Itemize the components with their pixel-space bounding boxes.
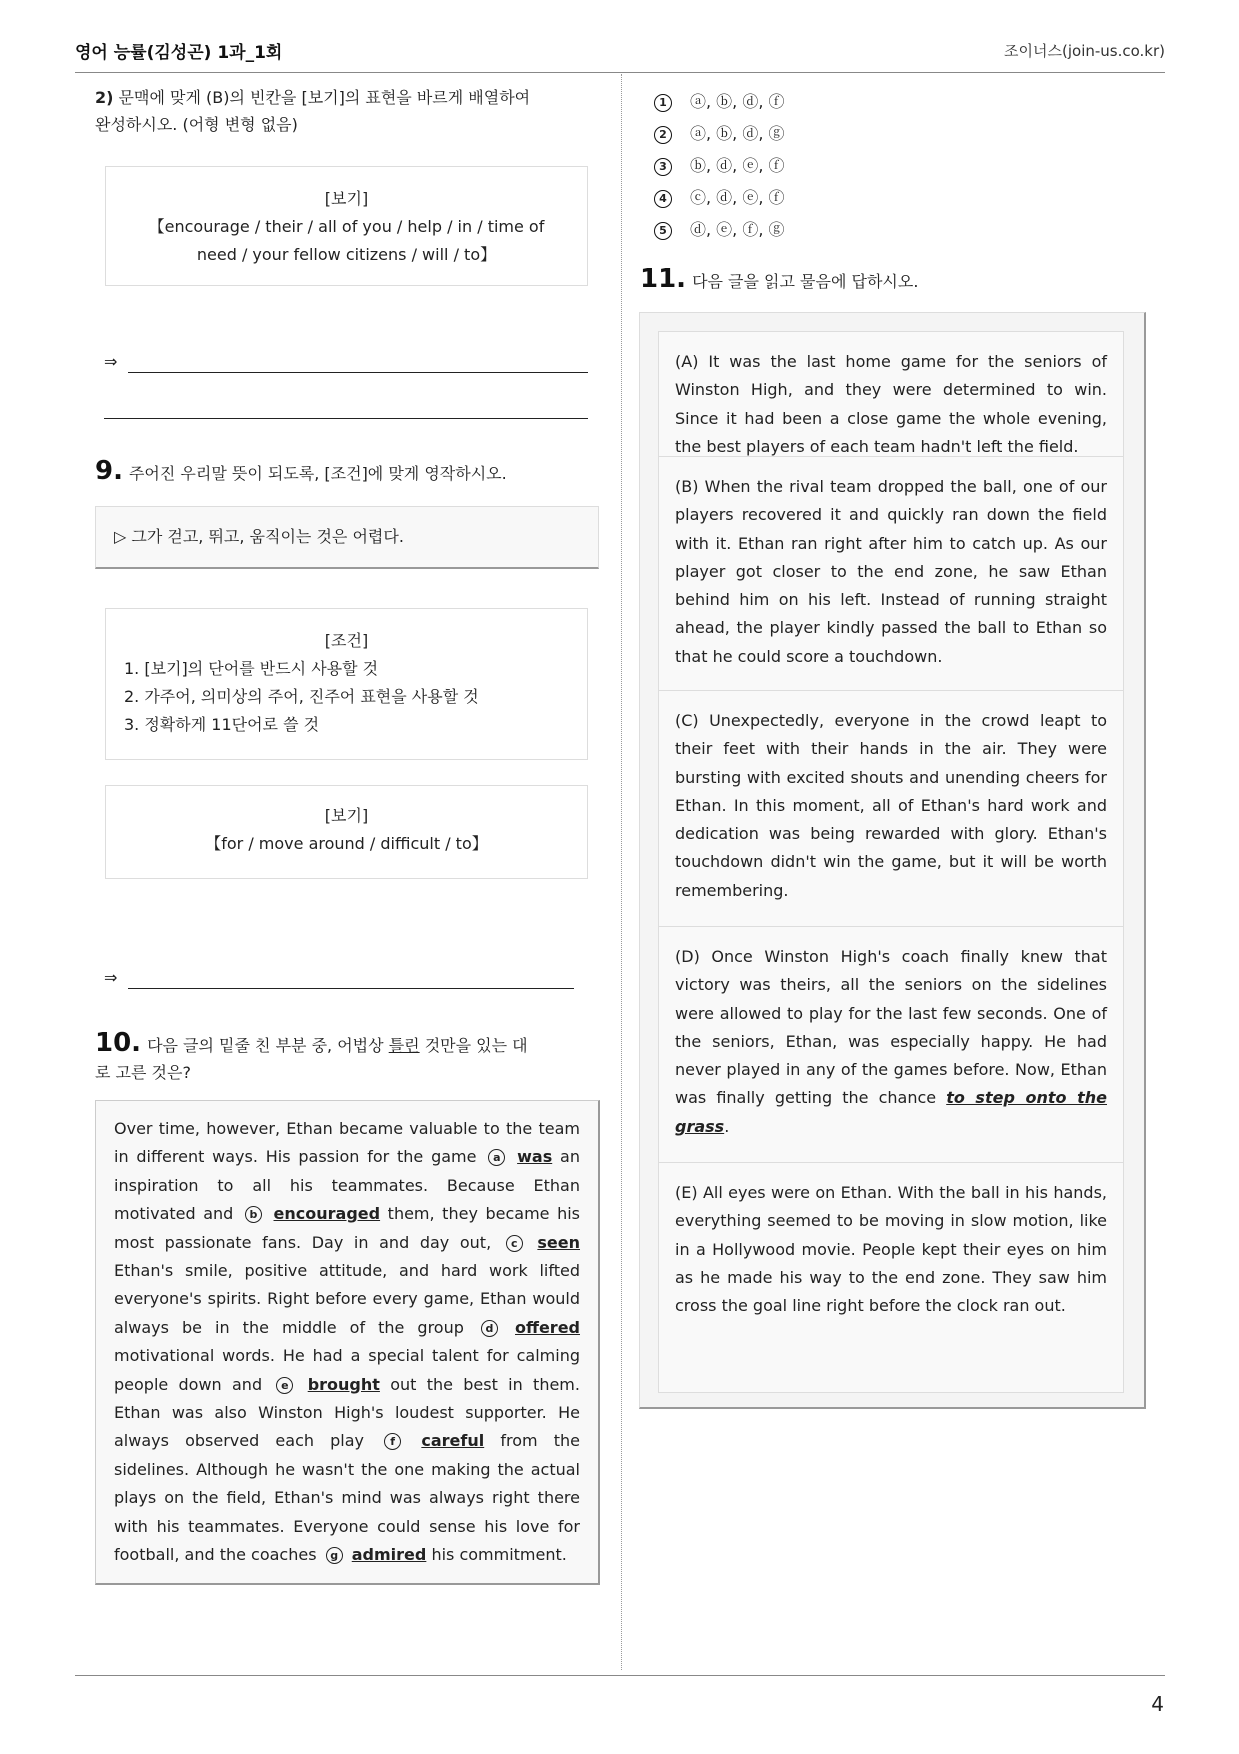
page-header: [75, 34, 1165, 73]
choice-2[interactable]: [654, 118, 785, 150]
choice-number-icon: 3: [654, 158, 672, 176]
bogi-title: [보기]: [324, 806, 369, 825]
choice-number-icon: 5: [654, 222, 672, 240]
prompt-line-2: 완성하시오. (어형 변형 없음): [95, 115, 298, 134]
choice-number-icon: 1: [654, 94, 672, 112]
column-divider: [621, 74, 622, 1670]
choice-1[interactable]: [654, 86, 785, 118]
q10-passage-box: [95, 1100, 600, 1585]
choice-text: ⓐ, ⓑ, ⓓ, ⓕ: [690, 92, 785, 111]
footer-divider: [75, 1675, 1165, 1676]
conditions-title: [조건]: [324, 631, 369, 650]
section-e: (E) All eyes were on Ethan. With the ball in his hands, everything seemed to be moving in slow motion, like in a Hollywood movie. People kept their eyes on him as he made his way to the end zone. They saw him cross the goal line right before the clock ran out.: [675, 1183, 1107, 1316]
choice-text: ⓐ, ⓑ, ⓓ, ⓖ: [690, 124, 785, 143]
choice-5[interactable]: [654, 214, 785, 246]
choice-text: ⓓ, ⓔ, ⓕ, ⓖ: [690, 220, 785, 239]
q9-prompt: [95, 458, 595, 487]
marker-d-icon: d: [481, 1320, 498, 1337]
q9-answer-line[interactable]: [104, 968, 117, 987]
underlined-c: seen: [537, 1232, 580, 1252]
q8-answer-line-1[interactable]: [104, 352, 117, 371]
bogi-title: [보기]: [324, 189, 369, 208]
choice-text: ⓑ, ⓓ, ⓔ, ⓕ: [690, 156, 785, 175]
bogi-words: 【for / move around / difficult / to】: [205, 834, 488, 853]
q9-bogi-box: [105, 785, 588, 879]
prompt-text: 것만을 있는 대: [419, 1036, 528, 1055]
bogi-line-2: need / your fellow citizens / will / to】: [196, 245, 497, 264]
underlined-keyword: 틀린: [388, 1036, 420, 1055]
condition-item: 1. [보기]의 단어를 반드시 사용할 것: [124, 659, 379, 678]
arrow-icon: ⇒: [104, 968, 118, 987]
condition-item: 3. 정확하게 11단어로 쓸 것: [124, 715, 320, 734]
q8-bogi-box: [105, 166, 588, 286]
question-number: 10.: [95, 1028, 142, 1058]
korean-sentence: ▷ 그가 걷고, 뛰고, 움직이는 것은 어렵다.: [114, 527, 404, 546]
q10-passage: Over time, however, Ethan became valuable to the team in different ways. His passion for the game a was an inspiration to all his teammates. Because Ethan motivated and b encouraged them, they became his most passionate fans. Day in and day out, c seen Ethan's smile, positive attitude, and hard work lifted everyone's spirits. Right before every game, Ethan would always be in the middle of the group d offered motivational words. He had a special talent for calming people down and e brought out the best in them. Ethan was also Winston High's loudest supporter. He always observed each play f careful from the sidelines. Although he wasn't the one making the actual plays on the field, Ethan's mind was always right there with his teammates. Everyone could sense his love for football, and the coaches g admired his commitment.: [114, 1119, 581, 1565]
underlined-a: was: [517, 1147, 553, 1167]
section-c: (C) Unexpectedly, everyone in the crowd leapt to their feet with their hands in the air. They were bursting with excited shouts and unending cheers for Ethan. In this moment, all of Ethan's hard work and dedication was being rewarded with glory. Ethan's touchdown didn't win the game, but it will be worth remembering.: [659, 691, 1123, 927]
q9-conditions-box: [105, 608, 588, 760]
condition-item: 2. 가주어, 의미상의 주어, 진주어 표현을 사용할 것: [124, 687, 479, 706]
underlined-g: admired: [351, 1545, 427, 1565]
prompt-line-2: 로 고른 것은?: [95, 1063, 191, 1082]
question-number: 9.: [95, 456, 123, 486]
q11-prompt-text: 다음 글을 읽고 물음에 답하시오.: [692, 272, 919, 291]
underlined-b: encouraged: [273, 1204, 381, 1224]
marker-g-icon: g: [326, 1547, 343, 1564]
marker-b-icon: b: [245, 1206, 262, 1223]
prompt-text: 다음 글의 밑줄 친 부분 중, 어법상: [147, 1036, 389, 1055]
q9-prompt-text: 주어진 우리말 뜻이 되도록, [조건]에 맞게 영작하시오.: [128, 464, 507, 483]
underlined-phrase: to step onto the grass: [675, 1088, 1107, 1136]
marker-a-icon: a: [488, 1149, 505, 1166]
underlined-f: careful: [421, 1431, 485, 1451]
choice-number-icon: 4: [654, 190, 672, 208]
choice-4[interactable]: [654, 182, 785, 214]
underlined-d: offered: [515, 1317, 580, 1337]
page-number: 4: [1151, 1692, 1164, 1716]
marker-e-icon: e: [276, 1377, 293, 1394]
marker-c-icon: c: [506, 1235, 523, 1252]
marker-f-icon: f: [384, 1433, 401, 1450]
bogi-line-1: 【encourage / their / all of you / help / in / time of: [148, 217, 545, 236]
choice-text: ⓒ, ⓓ, ⓔ, ⓕ: [690, 188, 785, 207]
q10-prompt: [95, 1030, 595, 1086]
choice-number-icon: 2: [654, 126, 672, 144]
q8-part2-prompt: [95, 84, 590, 138]
brand-label: 조이너스(join-us.co.kr): [1004, 42, 1165, 60]
section-d: (D) Once Winston High's coach finally knew that victory was theirs, all the seniors on the sidelines were allowed to play for the last few seconds. One of the seniors, Ethan, was especially happy. He had never played in any of the games before. Now, Ethan was finally getting the chance to step onto the grass.: [659, 927, 1123, 1163]
section-b: (B) When the rival team dropped the ball, one of our players recovered it and quickly ran down the field with it. Ethan ran right after him to catch up. As our player got closer to the end zone, he saw Ethan behind him on his left. Instead of running straight ahead, the player kindly passed the ball to Ethan so that he could score a touchdown.: [659, 457, 1123, 691]
section-a: (A) It was the last home game for the seniors of Winston High, and they were determined to win. Since it had been a close game the whole evening, the best players of each team hadn't left the field.: [659, 332, 1123, 457]
q11-passage-inner: [658, 331, 1124, 1393]
choice-3[interactable]: [654, 150, 785, 182]
q11-prompt: [640, 266, 1140, 295]
underlined-e: brought: [307, 1374, 380, 1394]
arrow-icon: ⇒: [104, 352, 118, 371]
prompt-line-1: 문맥에 맞게 (B)의 빈칸을 [보기]의 표현을 바르게 배열하여: [118, 88, 531, 107]
question-number: 11.: [640, 264, 687, 294]
sub-question-label: 2): [95, 88, 114, 107]
q9-korean-sentence-box: [95, 506, 599, 569]
document-title: 영어 능률(김성곤) 1과_1회: [75, 43, 283, 63]
